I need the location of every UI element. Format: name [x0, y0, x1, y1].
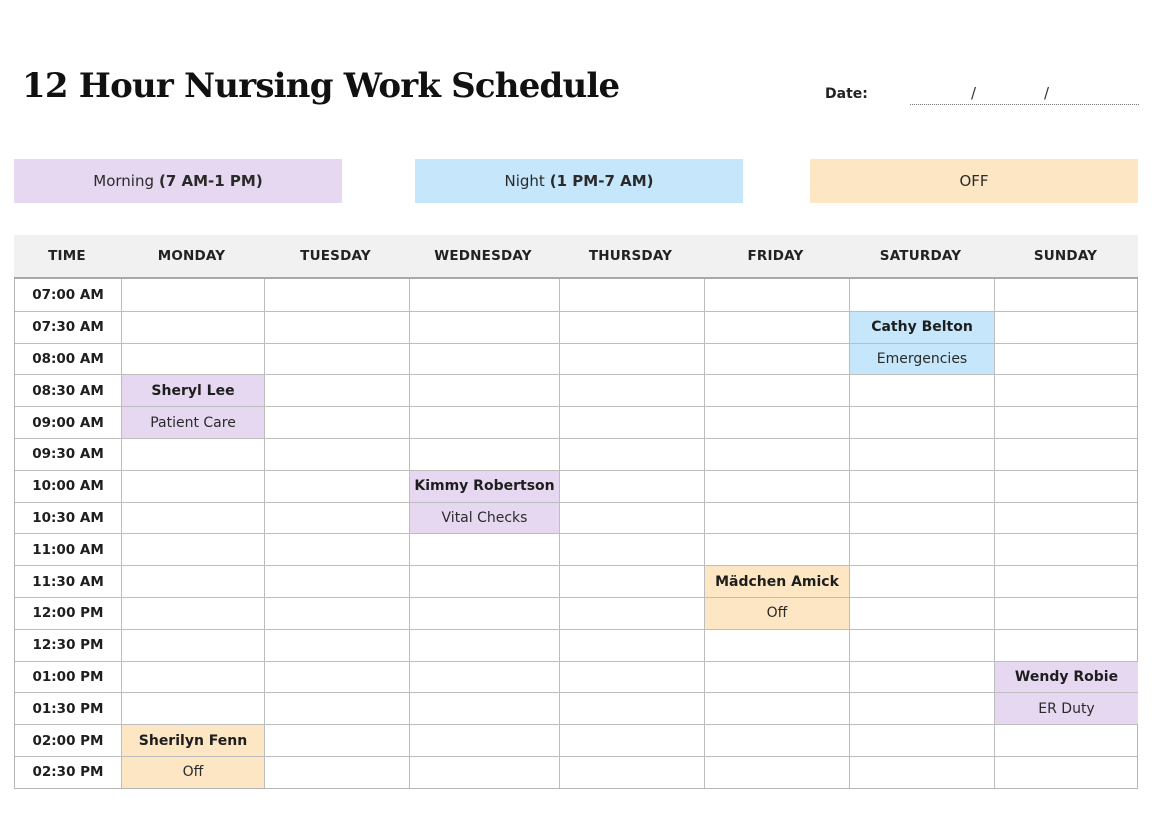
schedule-cell[interactable] — [264, 279, 409, 311]
schedule-cell[interactable] — [121, 279, 264, 311]
shift-task[interactable]: Vital Checks — [409, 503, 559, 534]
schedule-cell[interactable] — [849, 439, 994, 470]
schedule-cell[interactable] — [559, 375, 704, 406]
schedule-cell[interactable] — [849, 725, 994, 756]
schedule-cell[interactable] — [994, 503, 1138, 534]
shift-nurse-name[interactable]: Sherilyn Fenn — [121, 725, 264, 756]
schedule-cell[interactable] — [121, 630, 264, 661]
time-slot: 09:30 AM — [32, 446, 104, 463]
schedule-cell[interactable] — [994, 279, 1138, 311]
schedule-cell[interactable] — [994, 439, 1138, 470]
schedule-cell[interactable] — [409, 598, 559, 629]
table-row — [15, 406, 1137, 438]
schedule-cell[interactable] — [559, 693, 704, 724]
table-row — [15, 438, 1137, 470]
schedule-cell[interactable] — [559, 312, 704, 343]
schedule-cell[interactable] — [994, 344, 1138, 375]
shift-nurse-name[interactable]: Wendy Robie — [994, 662, 1138, 693]
time-slot: 09:00 AM — [32, 414, 104, 431]
time-slot: 10:00 AM — [32, 478, 104, 495]
table-header — [14, 235, 1138, 279]
schedule-cell[interactable] — [409, 279, 559, 311]
legend-morning — [14, 159, 342, 203]
shift-nurse-name[interactable]: Kimmy Robertson — [409, 471, 559, 502]
column-header-time: TIME — [48, 248, 86, 264]
schedule-cell[interactable] — [121, 439, 264, 470]
shift-nurse-name[interactable]: Cathy Belton — [849, 312, 994, 343]
legend-label: Morning — [93, 172, 154, 190]
schedule-cell[interactable] — [264, 566, 409, 597]
column-header-monday: MONDAY — [157, 248, 226, 264]
schedule-cell[interactable] — [704, 630, 849, 661]
schedule-cell[interactable] — [264, 693, 409, 724]
schedule-cell[interactable] — [704, 503, 849, 534]
time-slot: 01:30 PM — [32, 700, 104, 717]
column-header-thursday: THURSDAY — [588, 248, 673, 264]
time-slot: 07:30 AM — [32, 319, 104, 336]
time-slot: 07:00 AM — [32, 286, 104, 303]
legend-label: Night — [504, 172, 545, 190]
schedule-cell[interactable] — [409, 757, 559, 788]
schedule-cell[interactable] — [264, 662, 409, 693]
table-row — [15, 597, 1137, 629]
schedule-cell[interactable] — [849, 279, 994, 311]
schedule-cell[interactable] — [704, 471, 849, 502]
time-slot: 02:00 PM — [32, 732, 104, 749]
schedule-cell[interactable] — [849, 662, 994, 693]
schedule-cell[interactable] — [264, 471, 409, 502]
legend-range: (7 AM-1 PM) — [159, 172, 263, 190]
schedule-cell[interactable] — [559, 725, 704, 756]
column-header-saturday: SATURDAY — [879, 248, 962, 264]
date-separator: / — [971, 84, 977, 102]
schedule-cell[interactable] — [994, 471, 1138, 502]
schedule-cell[interactable] — [994, 566, 1138, 597]
schedule-cell[interactable] — [559, 407, 704, 438]
schedule-cell[interactable] — [994, 534, 1138, 565]
legend-range: (1 PM-7 AM) — [549, 172, 654, 190]
schedule-cell[interactable] — [559, 344, 704, 375]
schedule-cell[interactable] — [704, 662, 849, 693]
schedule-cell[interactable] — [849, 566, 994, 597]
schedule-cell[interactable] — [704, 312, 849, 343]
schedule-cell[interactable] — [409, 344, 559, 375]
shift-task[interactable]: Off — [121, 757, 264, 788]
schedule-cell[interactable] — [409, 407, 559, 438]
schedule-cell[interactable] — [559, 439, 704, 470]
schedule-cell[interactable] — [849, 503, 994, 534]
schedule-cell[interactable] — [121, 534, 264, 565]
time-slot: 08:00 AM — [32, 350, 104, 367]
schedule-cell[interactable] — [704, 279, 849, 311]
shift-task[interactable]: Off — [704, 598, 849, 629]
schedule-cell[interactable] — [994, 757, 1138, 788]
schedule-cell[interactable] — [994, 375, 1138, 406]
table-row — [15, 470, 1137, 502]
table-row — [15, 565, 1137, 597]
schedule-cell[interactable] — [409, 375, 559, 406]
schedule-cell[interactable] — [994, 598, 1138, 629]
legend-label: OFF — [959, 172, 989, 190]
schedule-cell[interactable] — [121, 312, 264, 343]
schedule-cell[interactable] — [704, 693, 849, 724]
time-slot: 10:30 AM — [32, 509, 104, 526]
schedule-cell[interactable] — [121, 598, 264, 629]
schedule-cell[interactable] — [264, 407, 409, 438]
schedule-cell[interactable] — [704, 757, 849, 788]
schedule-cell[interactable] — [409, 312, 559, 343]
shift-task[interactable]: Patient Care — [121, 407, 264, 438]
schedule-cell[interactable] — [994, 407, 1138, 438]
schedule-cell[interactable] — [704, 439, 849, 470]
schedule-cell[interactable] — [849, 630, 994, 661]
table-row — [15, 692, 1137, 724]
column-header-sunday: SUNDAY — [1033, 248, 1098, 264]
shift-task[interactable]: ER Duty — [994, 693, 1138, 724]
schedule-cell[interactable] — [704, 375, 849, 406]
time-slot: 02:30 PM — [32, 764, 104, 781]
schedule-cell[interactable] — [121, 344, 264, 375]
table-row — [15, 724, 1137, 756]
legend-off — [810, 159, 1138, 203]
schedule-cell[interactable] — [559, 757, 704, 788]
schedule-cell[interactable] — [559, 279, 704, 311]
schedule-cell[interactable] — [264, 534, 409, 565]
schedule-cell[interactable] — [704, 725, 849, 756]
schedule-cell[interactable] — [994, 725, 1138, 756]
table-row — [15, 343, 1137, 375]
table-row — [15, 629, 1137, 661]
shift-nurse-name[interactable]: Sheryl Lee — [121, 375, 264, 406]
schedule-cell[interactable] — [409, 534, 559, 565]
table-row — [15, 502, 1137, 534]
legend-night — [415, 159, 743, 203]
schedule-cell[interactable] — [994, 312, 1138, 343]
date-label: Date: — [825, 86, 868, 102]
column-header-wednesday: WEDNESDAY — [434, 248, 532, 264]
schedule-cell[interactable] — [559, 503, 704, 534]
schedule-cell[interactable] — [849, 375, 994, 406]
schedule-cell[interactable] — [409, 693, 559, 724]
time-slot: 11:00 AM — [32, 541, 104, 558]
schedule-cell[interactable] — [121, 471, 264, 502]
schedule-cell[interactable] — [264, 757, 409, 788]
page-title: 12 Hour Nursing Work Schedule — [22, 66, 620, 106]
schedule-cell[interactable] — [559, 471, 704, 502]
schedule-cell[interactable] — [264, 344, 409, 375]
table-row — [15, 756, 1137, 788]
table-row — [15, 661, 1137, 693]
schedule-cell[interactable] — [409, 630, 559, 661]
date-separator: / — [1044, 84, 1050, 102]
schedule-cell[interactable] — [121, 693, 264, 724]
schedule-cell[interactable] — [559, 630, 704, 661]
schedule-cell[interactable] — [409, 725, 559, 756]
schedule-cell[interactable] — [264, 598, 409, 629]
schedule-cell[interactable] — [409, 439, 559, 470]
table-row — [15, 311, 1137, 343]
table-body — [14, 279, 1138, 789]
schedule-cell[interactable] — [264, 503, 409, 534]
schedule-cell[interactable] — [409, 566, 559, 597]
schedule-cell[interactable] — [559, 662, 704, 693]
schedule-cell[interactable] — [704, 407, 849, 438]
schedule-cell[interactable] — [264, 312, 409, 343]
date-underline — [910, 104, 1139, 105]
shift-task[interactable]: Emergencies — [849, 344, 994, 375]
time-slot: 11:30 AM — [32, 573, 104, 590]
schedule-cell[interactable] — [121, 503, 264, 534]
schedule-cell[interactable] — [264, 375, 409, 406]
schedule-cell[interactable] — [849, 693, 994, 724]
time-slot: 01:00 PM — [32, 668, 104, 685]
time-slot: 12:00 PM — [32, 605, 104, 622]
schedule-cell[interactable] — [121, 662, 264, 693]
schedule-cell[interactable] — [849, 534, 994, 565]
column-header-friday: FRIDAY — [747, 248, 804, 264]
schedule-cell[interactable] — [849, 598, 994, 629]
schedule-cell[interactable] — [264, 439, 409, 470]
schedule-cell[interactable] — [121, 566, 264, 597]
schedule-cell[interactable] — [559, 566, 704, 597]
shift-nurse-name[interactable]: Mädchen Amick — [704, 566, 849, 597]
schedule-cell[interactable] — [264, 725, 409, 756]
date-field[interactable] — [825, 84, 1145, 108]
schedule-cell[interactable] — [849, 407, 994, 438]
schedule-table — [14, 235, 1138, 789]
table-row — [15, 533, 1137, 565]
time-slot: 12:30 PM — [32, 637, 104, 654]
time-slot: 08:30 AM — [32, 382, 104, 399]
schedule-cell[interactable] — [994, 630, 1138, 661]
schedule-cell[interactable] — [559, 598, 704, 629]
schedule-cell[interactable] — [409, 662, 559, 693]
column-header-tuesday: TUESDAY — [300, 248, 371, 264]
schedule-cell[interactable] — [704, 344, 849, 375]
table-row — [15, 374, 1137, 406]
schedule-cell[interactable] — [264, 630, 409, 661]
table-row — [15, 279, 1137, 311]
schedule-cell[interactable] — [849, 757, 994, 788]
schedule-cell[interactable] — [559, 534, 704, 565]
schedule-cell[interactable] — [704, 534, 849, 565]
schedule-cell[interactable] — [849, 471, 994, 502]
